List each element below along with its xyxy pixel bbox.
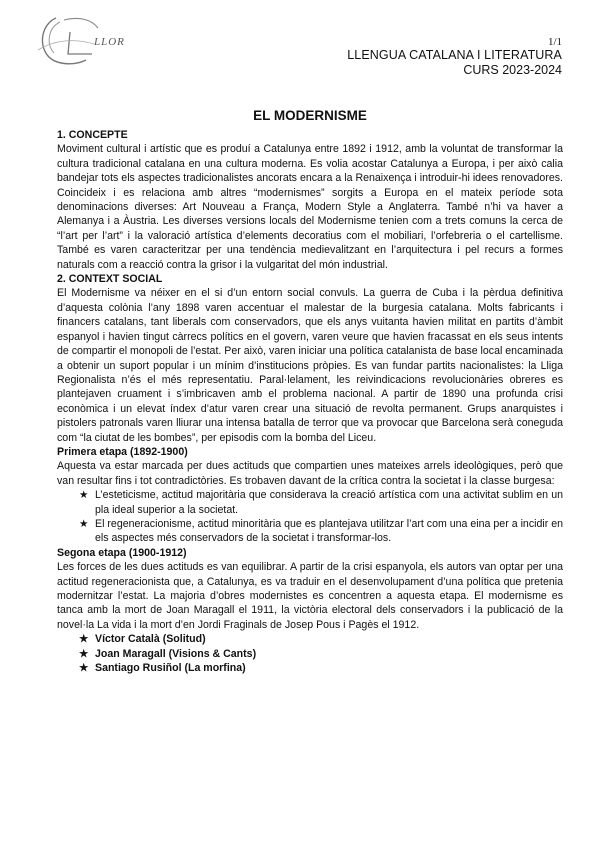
stage2-heading: Segona etapa (1900-1912) bbox=[57, 546, 187, 559]
section-heading-context-social: 2. CONTEXT SOCIAL bbox=[57, 273, 163, 286]
list-item bbox=[57, 488, 563, 517]
author-entry: Santiago Rusiñol (La morfina) bbox=[95, 662, 246, 675]
author-entry: Víctor Català (Solitud) bbox=[95, 633, 206, 646]
section-heading-concepte: 1. CONCEPTE bbox=[57, 129, 128, 141]
course-year: CURS 2023-2024 bbox=[463, 63, 562, 77]
stage1-bullet-list bbox=[57, 488, 563, 546]
list-item bbox=[57, 647, 563, 661]
stage1-intro: Aquesta va estar marcada per dues actituds que compartien unes mateixes arrels ideològiques, però que van resultar fins i tot contradictòries. Es trobaven davant de la crítica contra la societat i la classe burgesa: bbox=[57, 460, 563, 487]
school-logo bbox=[34, 10, 144, 70]
document-title: EL MODERNISME bbox=[253, 108, 367, 123]
star-bullet-icon: ★ bbox=[79, 489, 89, 502]
logo-text: LLOR bbox=[94, 36, 125, 48]
list-item bbox=[57, 661, 563, 675]
star-bullet-icon: ★ bbox=[79, 517, 89, 530]
document-body bbox=[57, 108, 563, 675]
concepte-paragraph: Moviment cultural i artístic que es produí a Catalunya entre 1892 i 1912, amb la voluntat de transformar la cultura tradicional catalana en una cultura moderna. Es volia acostar Catalunya a Europa, i per això calia bandejar tots els aspectes tradicionalistes ancorats encara a la Renaixença i introduir-hi idees renovadores. Coincideix i es relaciona amb altres “modernismes” sorgits a Europa en el mateix període sota denominacions diverses: Art Nouveau a França, Modern Style a Anglaterra. També n’hi va haver a Alemanya i a Àustria. Les diverses versions locals del Modernisme tenien com a trets comuns la cerca de “l’art per l’art” i la valoració artística d’elements decoratius com el mobiliari, l’orfebreria o el cartellisme. També es varen caracteritzar per una tendència medievalitzant en l’arquitectura i pel recurs a formes naturals com a reacció contra la grisor i la vulgaritat del món industrial. bbox=[57, 143, 563, 271]
authors-list bbox=[57, 632, 563, 675]
page-number: 1/1 bbox=[547, 36, 562, 48]
star-bullet-icon: ★ bbox=[79, 633, 89, 646]
list-item bbox=[57, 632, 563, 646]
list-item bbox=[57, 517, 563, 546]
page-header bbox=[347, 36, 562, 78]
bullet-text: L’esteticisme, actitud majoritària que considerava la creació artística com una activitat sublim en un pla ideal superior a la societat. bbox=[95, 489, 563, 516]
star-bullet-icon: ★ bbox=[79, 662, 89, 675]
stage2-paragraph: Les forces de les dues actituds es van equilibrar. A partir de la crisi espanyola, els autors van optar per una actitud regeneracionista que, a Catalunya, es va traduir en el desenvolupament d’una política que pretenia modernitzar l’estat. La majoria d’obres modernistes es concentren a aquesta etapa. El modernisme es tanca amb la mort de Joan Maragall el 1911, la victòria electoral dels conservadors i la publicació de la novel·la La vida i la mort d’en Jordi Fraginals de Josep Pous i Pagès el 1912. bbox=[57, 561, 563, 631]
context-social-paragraph: El Modernisme va néixer en el si d’un entorn social convuls. La guerra de Cuba i la pèrdua definitiva d’aquesta colònia l’any 1898 varen accentuar el malestar de la burgesia catalana. Molts fabricants i financers catalans, tant liberals com conservadors, que els anys vuitanta havien militat en partits d’àmbit espanyol i havien tingut càrrecs polítics en el govern, varen veure que havien fracassat en els seus intents de compartir el monopoli de l’estat. Per això, varen iniciar una política catalanista de base local encaminada a obtenir un suport popular i un mínim d’institucions pròpies. Es van fundar partits nacionalistes: la Lliga Regionalista n’és el més representatiu. Paral·lelament, les reivindicacions revolucionàries obreres es plantejaven cruament i s’imbricaven amb el problema nacional. A partir de 1890 una profunda crisi econòmica i un elevat índex d’atur varen crear una situació de revolta permanent. Grups anarquistes i pistolers patronals varen lliurar una intensa batalla de terror que va provocar que Barcelona serà coneguda com “la ciutat de les bombes”, per episodis com la bomba del Liceu. bbox=[57, 287, 563, 444]
stage1-heading: Primera etapa (1892-1900) bbox=[57, 445, 188, 458]
star-bullet-icon: ★ bbox=[79, 647, 89, 660]
bullet-text: El regeneracionisme, actitud minoritària que es plantejava utilitzar l’art com una eina per a incidir en els aspectes més conservadors de la societat i transformar-los. bbox=[95, 517, 563, 545]
subject-title: LLENGUA CATALANA I LITERATURA bbox=[347, 48, 562, 62]
author-entry: Joan Maragall (Visions & Cants) bbox=[95, 647, 257, 660]
